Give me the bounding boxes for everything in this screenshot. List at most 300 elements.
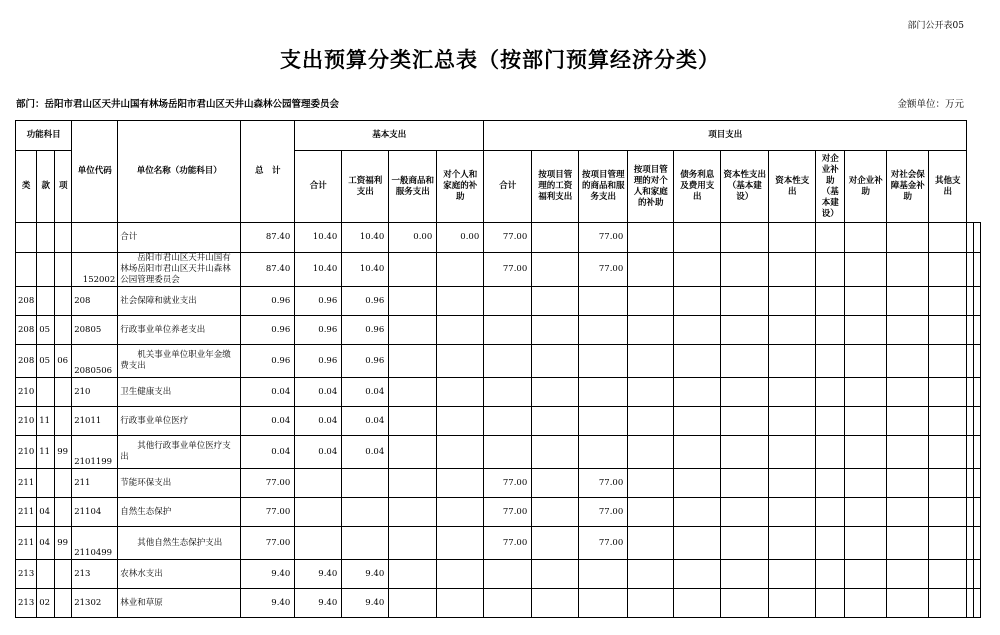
unit-code-cell: 21104	[72, 498, 118, 527]
b-personal-cell	[437, 287, 484, 316]
b-wage-cell: 10.40	[342, 223, 389, 253]
empty-cell	[628, 407, 674, 436]
unit-code-cell: 208	[72, 287, 118, 316]
empty-cell	[845, 345, 887, 378]
unit-name-cell: 自然生态保护	[118, 498, 241, 527]
p-total-cell	[484, 589, 532, 618]
empty-cell	[674, 378, 721, 407]
b-goods-cell	[389, 527, 437, 560]
total-cell: 87.40	[241, 223, 295, 253]
empty-cell	[721, 527, 769, 560]
lei-cell	[16, 253, 37, 287]
b-personal-cell	[437, 527, 484, 560]
total-cell: 0.04	[241, 378, 295, 407]
empty-cell	[974, 378, 981, 407]
unit-code-cell: 2110499	[72, 527, 118, 560]
empty-cell	[887, 469, 929, 498]
b-goods-cell	[389, 436, 437, 469]
empty-cell	[974, 527, 981, 560]
basic-expense-header: 基本支出	[295, 121, 484, 151]
func-subject-header: 功能科目	[16, 121, 72, 151]
b-total-cell: 9.40	[295, 589, 342, 618]
project-social-header: 对社会保障基金补助	[887, 151, 929, 223]
b-goods-cell	[389, 407, 437, 436]
empty-cell	[769, 287, 816, 316]
empty-cell	[769, 436, 816, 469]
b-personal-cell	[437, 345, 484, 378]
b-total-cell: 0.04	[295, 436, 342, 469]
total-cell: 9.40	[241, 589, 295, 618]
b-personal-cell: 0.00	[437, 223, 484, 253]
table-row	[16, 378, 981, 407]
project-other-header: 其他支出	[929, 151, 967, 223]
b-total-cell: 0.04	[295, 407, 342, 436]
b-personal-cell	[437, 253, 484, 287]
empty-cell	[816, 345, 845, 378]
empty-cell	[974, 223, 981, 253]
xiang-cell	[55, 253, 72, 287]
empty-cell	[628, 527, 674, 560]
project-subsidy-basic-header: 对企业补助（基本建设）	[816, 151, 845, 223]
project-goods-header: 按项目管理的商品和服务支出	[579, 151, 628, 223]
b-total-cell: 10.40	[295, 223, 342, 253]
empty-cell	[845, 316, 887, 345]
empty-cell	[816, 527, 845, 560]
p-total-cell	[484, 436, 532, 469]
empty-cell	[628, 345, 674, 378]
empty-cell	[674, 345, 721, 378]
empty-cell	[929, 469, 967, 498]
kuan-cell	[37, 223, 55, 253]
empty-cell	[974, 253, 981, 287]
p-goods-cell: 77.00	[579, 253, 628, 287]
empty-cell	[967, 498, 974, 527]
b-total-cell	[295, 469, 342, 498]
p-wage-cell	[532, 469, 579, 498]
p-wage-cell	[532, 287, 579, 316]
empty-cell	[769, 378, 816, 407]
p-goods-cell	[579, 436, 628, 469]
kuan-header: 款	[37, 151, 55, 223]
xiang-cell	[55, 287, 72, 316]
total-cell: 0.96	[241, 287, 295, 316]
page-title: 支出预算分类汇总表（按部门预算经济分类）	[280, 47, 720, 72]
p-wage-cell	[532, 223, 579, 253]
b-wage-cell: 0.96	[342, 287, 389, 316]
form-code: 部门公开表05	[907, 21, 964, 31]
b-goods-cell	[389, 253, 437, 287]
b-wage-cell: 0.96	[342, 345, 389, 378]
empty-cell	[845, 436, 887, 469]
unit-code-cell: 152002	[72, 253, 118, 287]
b-goods-cell	[389, 316, 437, 345]
project-capital-header: 资本性支出	[769, 151, 816, 223]
p-goods-cell	[579, 378, 628, 407]
xiang-cell	[55, 560, 72, 589]
b-personal-cell	[437, 378, 484, 407]
table-row	[16, 469, 981, 498]
unit-name-cell: 机关事业单位职业年金缴费支出	[118, 345, 241, 378]
empty-cell	[816, 407, 845, 436]
table-row	[16, 589, 981, 618]
p-wage-cell	[532, 253, 579, 287]
unit-code-cell: 210	[72, 378, 118, 407]
xiang-cell: 99	[55, 527, 72, 560]
empty-cell	[628, 287, 674, 316]
empty-cell	[628, 589, 674, 618]
kuan-cell: 11	[37, 407, 55, 436]
empty-cell	[674, 407, 721, 436]
empty-cell	[967, 345, 974, 378]
empty-cell	[967, 527, 974, 560]
empty-cell	[674, 223, 721, 253]
empty-cell	[974, 469, 981, 498]
b-goods-cell: 0.00	[389, 223, 437, 253]
lei-header: 类	[16, 151, 37, 223]
project-wage-header: 按项目管理的工资福利支出	[532, 151, 579, 223]
total-cell: 0.04	[241, 436, 295, 469]
empty-cell	[887, 223, 929, 253]
empty-cell	[887, 316, 929, 345]
p-goods-cell: 77.00	[579, 469, 628, 498]
xiang-cell	[55, 223, 72, 253]
empty-cell	[929, 560, 967, 589]
basic-wage-header: 工资福利支出	[342, 151, 389, 223]
p-total-cell: 77.00	[484, 469, 532, 498]
empty-cell	[845, 589, 887, 618]
p-wage-cell	[532, 527, 579, 560]
empty-cell	[628, 469, 674, 498]
b-wage-cell: 0.04	[342, 378, 389, 407]
empty-cell	[769, 498, 816, 527]
empty-cell	[769, 560, 816, 589]
unit-name-cell: 卫生健康支出	[118, 378, 241, 407]
unit-name-header: 单位名称（功能科目）	[118, 121, 241, 223]
empty-cell	[974, 436, 981, 469]
xiang-header: 项	[55, 151, 72, 223]
total-cell: 87.40	[241, 253, 295, 287]
b-wage-cell: 0.96	[342, 316, 389, 345]
b-total-cell	[295, 527, 342, 560]
table-row	[16, 407, 981, 436]
empty-cell	[974, 287, 981, 316]
b-personal-cell	[437, 560, 484, 589]
p-total-cell: 77.00	[484, 498, 532, 527]
kuan-cell: 11	[37, 436, 55, 469]
empty-cell	[887, 287, 929, 316]
empty-cell	[674, 527, 721, 560]
empty-cell	[967, 436, 974, 469]
empty-cell	[887, 345, 929, 378]
p-wage-cell	[532, 345, 579, 378]
b-wage-cell: 10.40	[342, 253, 389, 287]
empty-cell	[816, 253, 845, 287]
kuan-cell	[37, 560, 55, 589]
empty-cell	[721, 223, 769, 253]
empty-cell	[845, 560, 887, 589]
budget-table	[15, 120, 981, 618]
b-wage-cell	[342, 527, 389, 560]
lei-cell: 211	[16, 469, 37, 498]
p-goods-cell	[579, 589, 628, 618]
xiang-cell	[55, 378, 72, 407]
empty-cell	[816, 223, 845, 253]
unit-code-cell	[72, 223, 118, 253]
empty-cell	[929, 253, 967, 287]
unit-code-cell: 21011	[72, 407, 118, 436]
empty-cell	[845, 498, 887, 527]
total-cell: 9.40	[241, 560, 295, 589]
unit-code-cell: 20805	[72, 316, 118, 345]
empty-cell	[887, 253, 929, 287]
xiang-cell	[55, 316, 72, 345]
empty-cell	[929, 378, 967, 407]
empty-cell	[929, 223, 967, 253]
table-row	[16, 436, 981, 469]
empty-cell	[929, 498, 967, 527]
basic-personal-header: 对个人和家庭的补助	[437, 151, 484, 223]
empty-cell	[628, 436, 674, 469]
xiang-cell	[55, 589, 72, 618]
b-total-cell: 9.40	[295, 560, 342, 589]
empty-cell	[816, 589, 845, 618]
empty-cell	[628, 560, 674, 589]
table-row	[16, 498, 981, 527]
b-goods-cell	[389, 498, 437, 527]
unit-name-cell: 行政事业单位养老支出	[118, 316, 241, 345]
b-personal-cell	[437, 436, 484, 469]
empty-cell	[967, 378, 974, 407]
total-cell: 0.04	[241, 407, 295, 436]
b-wage-cell: 9.40	[342, 589, 389, 618]
unit-name-cell: 社会保障和就业支出	[118, 287, 241, 316]
empty-cell	[845, 287, 887, 316]
unit-code-cell: 211	[72, 469, 118, 498]
table-row	[16, 223, 981, 253]
p-goods-cell	[579, 287, 628, 316]
empty-cell	[721, 253, 769, 287]
empty-cell	[887, 436, 929, 469]
unit-name-cell: 节能环保支出	[118, 469, 241, 498]
empty-cell	[974, 498, 981, 527]
empty-cell	[967, 560, 974, 589]
p-goods-cell: 77.00	[579, 527, 628, 560]
empty-cell	[628, 316, 674, 345]
unit-name-cell: 合计	[118, 223, 241, 253]
empty-cell	[674, 469, 721, 498]
p-goods-cell: 77.00	[579, 223, 628, 253]
p-total-cell	[484, 407, 532, 436]
unit-name-cell: 农林水支出	[118, 560, 241, 589]
empty-cell	[974, 316, 981, 345]
b-wage-cell: 9.40	[342, 560, 389, 589]
empty-cell	[974, 589, 981, 618]
lei-cell: 210	[16, 378, 37, 407]
table-row	[16, 560, 981, 589]
b-total-cell: 0.04	[295, 378, 342, 407]
empty-cell	[974, 407, 981, 436]
basic-total-header: 合计	[295, 151, 342, 223]
empty-cell	[816, 469, 845, 498]
b-personal-cell	[437, 469, 484, 498]
lei-cell: 208	[16, 316, 37, 345]
kuan-cell: 04	[37, 527, 55, 560]
empty-cell	[845, 407, 887, 436]
empty-cell	[967, 253, 974, 287]
empty-cell	[887, 560, 929, 589]
b-total-cell	[295, 498, 342, 527]
empty-cell	[967, 316, 974, 345]
empty-cell	[721, 287, 769, 316]
empty-cell	[845, 378, 887, 407]
lei-cell: 210	[16, 407, 37, 436]
empty-cell	[674, 436, 721, 469]
b-personal-cell	[437, 316, 484, 345]
empty-cell	[674, 253, 721, 287]
total-cell: 77.00	[241, 469, 295, 498]
empty-cell	[929, 436, 967, 469]
empty-cell	[974, 560, 981, 589]
table-header	[16, 121, 981, 223]
amount-unit-label: 金额单位：万元	[897, 99, 964, 110]
empty-cell	[816, 436, 845, 469]
empty-cell	[674, 498, 721, 527]
unit-code-header: 单位代码	[72, 121, 118, 223]
empty-cell	[974, 345, 981, 378]
empty-cell	[674, 560, 721, 589]
empty-cell	[929, 589, 967, 618]
empty-cell	[674, 589, 721, 618]
empty-cell	[769, 223, 816, 253]
p-goods-cell	[579, 560, 628, 589]
department-label: 部门：岳阳市君山区天井山国有林场岳阳市君山区天井山森林公园管理委员会	[16, 99, 340, 110]
empty-cell	[887, 378, 929, 407]
empty-cell	[721, 407, 769, 436]
xiang-cell	[55, 407, 72, 436]
empty-cell	[845, 223, 887, 253]
table-body	[16, 223, 981, 618]
unit-code-cell: 21302	[72, 589, 118, 618]
empty-cell	[628, 253, 674, 287]
kuan-cell: 02	[37, 589, 55, 618]
project-total-header: 合计	[484, 151, 532, 223]
b-personal-cell	[437, 407, 484, 436]
b-wage-cell: 0.04	[342, 407, 389, 436]
lei-cell: 213	[16, 560, 37, 589]
xiang-cell: 06	[55, 345, 72, 378]
p-wage-cell	[532, 436, 579, 469]
kuan-cell: 05	[37, 345, 55, 378]
p-total-cell	[484, 378, 532, 407]
b-goods-cell	[389, 378, 437, 407]
basic-goods-header: 一般商品和服务支出	[389, 151, 437, 223]
p-total-cell: 77.00	[484, 253, 532, 287]
project-personal-header: 按项目管理的对个人和家庭的补助	[628, 151, 674, 223]
project-expense-header: 项目支出	[484, 121, 967, 151]
empty-cell	[845, 469, 887, 498]
b-total-cell: 0.96	[295, 287, 342, 316]
p-wage-cell	[532, 498, 579, 527]
project-capital-basic-header: 资本性支出（基本建设）	[721, 151, 769, 223]
kuan-cell	[37, 469, 55, 498]
project-subsidy-header: 对企业补助	[845, 151, 887, 223]
table-row	[16, 316, 981, 345]
empty-cell	[816, 287, 845, 316]
b-wage-cell	[342, 469, 389, 498]
unit-code-cell: 213	[72, 560, 118, 589]
p-goods-cell: 77.00	[579, 498, 628, 527]
p-goods-cell	[579, 407, 628, 436]
empty-cell	[816, 378, 845, 407]
b-wage-cell: 0.04	[342, 436, 389, 469]
p-total-cell: 77.00	[484, 527, 532, 560]
total-cell: 0.96	[241, 316, 295, 345]
empty-cell	[769, 253, 816, 287]
kuan-cell	[37, 378, 55, 407]
empty-cell	[967, 407, 974, 436]
empty-cell	[628, 378, 674, 407]
b-total-cell: 10.40	[295, 253, 342, 287]
xiang-cell: 99	[55, 436, 72, 469]
unit-code-cell: 2080506	[72, 345, 118, 378]
empty-cell	[967, 287, 974, 316]
table-row	[16, 253, 981, 287]
empty-cell	[721, 589, 769, 618]
xiang-cell	[55, 498, 72, 527]
b-wage-cell	[342, 498, 389, 527]
empty-cell	[845, 253, 887, 287]
empty-cell	[967, 469, 974, 498]
empty-cell	[816, 560, 845, 589]
unit-name-cell: 其他自然生态保护支出	[118, 527, 241, 560]
p-wage-cell	[532, 378, 579, 407]
p-total-cell	[484, 316, 532, 345]
lei-cell: 211	[16, 498, 37, 527]
empty-cell	[769, 589, 816, 618]
xiang-cell	[55, 469, 72, 498]
p-total-cell	[484, 287, 532, 316]
kuan-cell: 05	[37, 316, 55, 345]
lei-cell: 208	[16, 287, 37, 316]
empty-cell	[721, 560, 769, 589]
empty-cell	[967, 589, 974, 618]
kuan-cell	[37, 287, 55, 316]
project-debt-header: 债务利息及费用支出	[674, 151, 721, 223]
empty-cell	[929, 345, 967, 378]
b-goods-cell	[389, 560, 437, 589]
empty-cell	[721, 498, 769, 527]
unit-name-cell: 行政事业单位医疗	[118, 407, 241, 436]
empty-cell	[769, 407, 816, 436]
empty-cell	[674, 287, 721, 316]
empty-cell	[929, 527, 967, 560]
b-personal-cell	[437, 498, 484, 527]
empty-cell	[628, 223, 674, 253]
empty-cell	[721, 436, 769, 469]
total-header: 总 计	[241, 121, 295, 223]
kuan-cell: 04	[37, 498, 55, 527]
lei-cell: 210	[16, 436, 37, 469]
empty-cell	[887, 527, 929, 560]
empty-cell	[628, 498, 674, 527]
lei-cell	[16, 223, 37, 253]
lei-cell: 208	[16, 345, 37, 378]
unit-name-cell: 其他行政事业单位医疗支出	[118, 436, 241, 469]
empty-cell	[721, 345, 769, 378]
empty-cell	[721, 316, 769, 345]
empty-cell	[887, 589, 929, 618]
p-total-cell	[484, 345, 532, 378]
